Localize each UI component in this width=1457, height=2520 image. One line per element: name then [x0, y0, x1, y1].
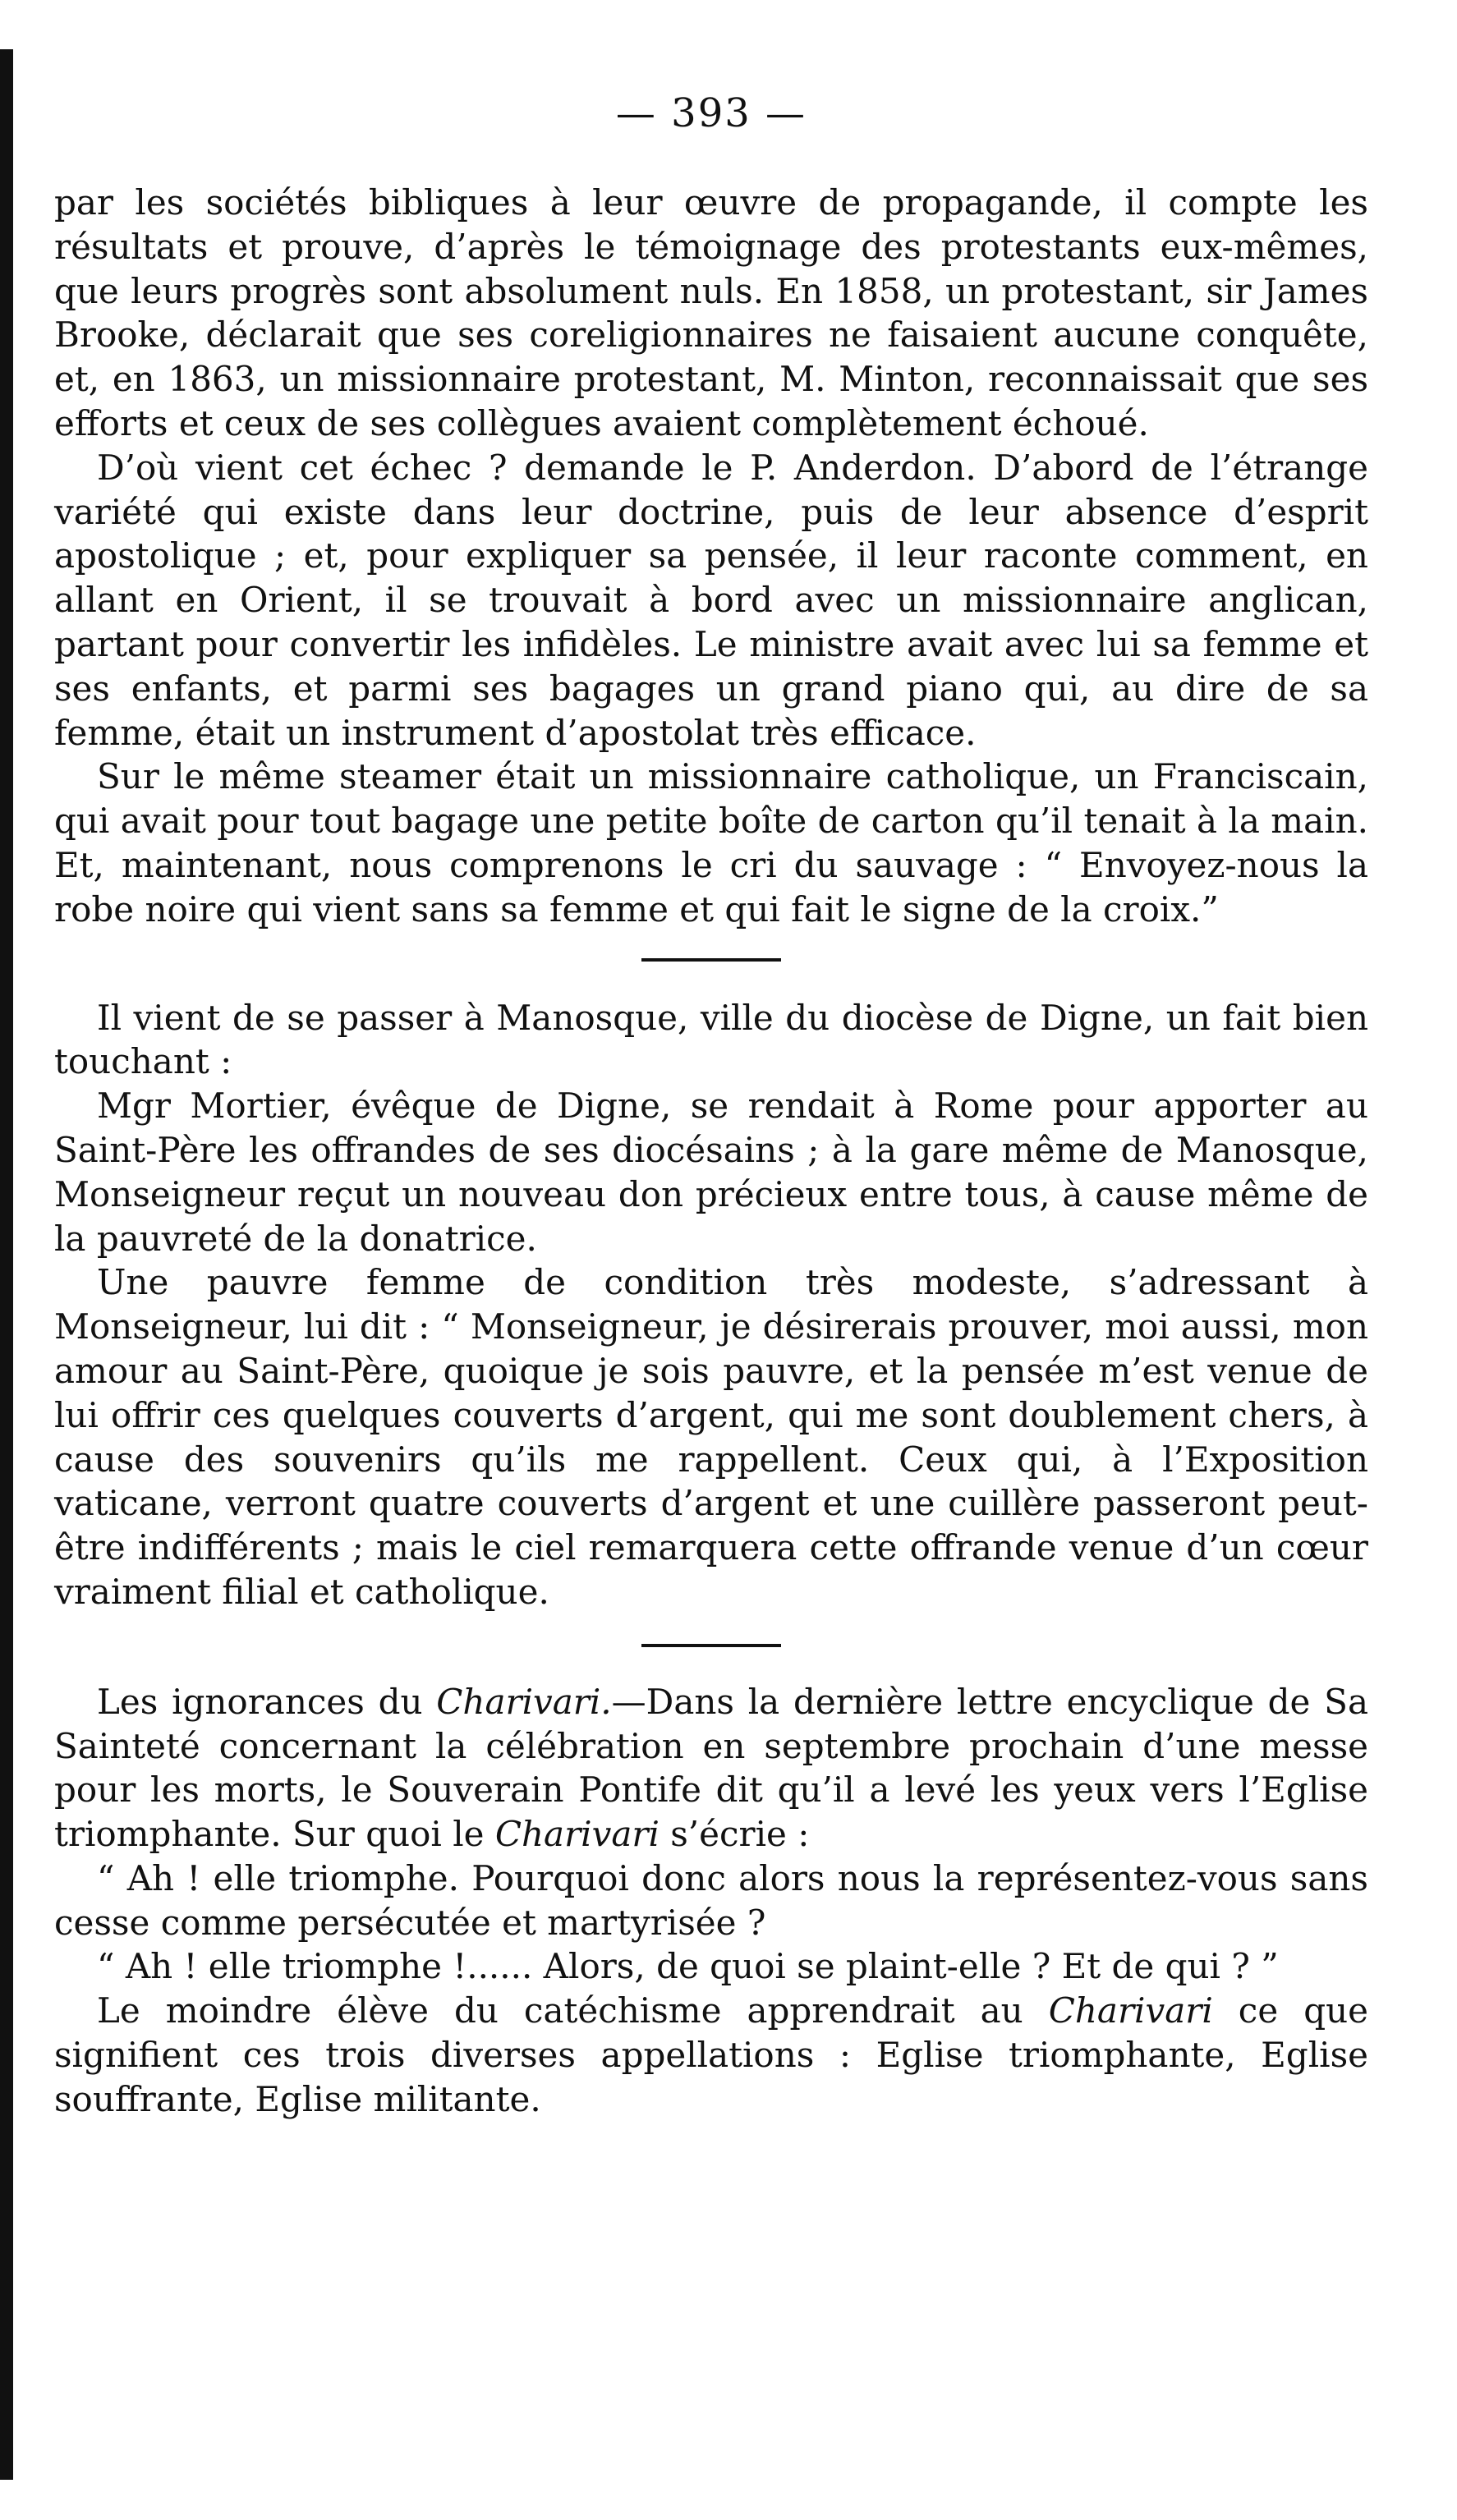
- page-number: — 393 —: [615, 90, 807, 136]
- page-edge-shadow: [0, 49, 13, 2480]
- section-divider: [641, 1644, 781, 1647]
- paragraph: D’où vient cet échec ? demande le P. Anderdon. D’abord de l’étrange variété qui existe dans leur doctrine, puis de leur absence d’esprit apostolique ; et, pour expliquer sa pensée, il leur raconte comment, en allant en Orient, il se trouvait à bord avec un missionnaire anglican, partant pour convertir les infidèles. Le ministre avait avec lui sa femme et ses enfants, et parmi ses bagages un grand piano qui, au dire de sa femme, était un instrument d’apostolat très efficace.: [54, 447, 1368, 753]
- closing-paragraph: [54, 1989, 1368, 2121]
- lead-text: —Dans la dernière lettre encyclique de Sa Sainteté concernant la célébration en septembre prochain d’une messe pour les morts, le Souverain Pontife dit qu’il a levé les yeux vers l’Eglise triomphante. Sur quoi le: [54, 1681, 1368, 1855]
- paragraph: Il vient de se passer à Manosque, ville du diocèse de Digne, un fait bien touchant :: [54, 997, 1368, 1082]
- closing-text: ce que signifient ces trois diverses appellations : Eglise triomphante, Eglise souffrante, Eglise militante.: [54, 1990, 1368, 2119]
- paragraph: Une pauvre femme de condition très modeste, s’adressant à Monseigneur, lui dit : “ Monseigneur, je désirerais prouver, moi aussi, mon amour au Saint-Père, quoique je sois pauvre, et la pensée m’est venue de lui offrir ces quelques couverts d’argent, qui me sont doublement chers, à cause des souvenirs qu’ils me rappellent. Ceux qui, à l’Exposition vaticane, verront quatre couverts d’argent et une cuillère passeront peut-être indifférents ; mais le ciel remarquera cette offrande venue d’un cœur vraiment filial et catholique.: [54, 1262, 1368, 1612]
- section-divider: [641, 958, 781, 962]
- paragraph: Mgr Mortier, évêque de Digne, se rendait à Rome pour apporter au Saint-Père les offrandes de ses diocésains ; à la gare même de Manosque, Monseigneur reçut un nouveau don précieux entre tous, à cause même de la pauvreté de la donatrice.: [54, 1086, 1368, 1259]
- newspaper-title: Charivari: [1048, 1990, 1213, 2031]
- newspaper-title: Charivari: [494, 1814, 660, 1855]
- book-page: [54, 89, 1368, 2122]
- paragraph: par les sociétés bibliques à leur œuvre de propagande, il compte les résultats et prouve, d’après le témoignage des protestants eux-mêmes, que leurs progrès sont absolument nuls. En 1858, un protestant, sir James Brooke, déclarait que ses coreligionnaires ne faisaient aucune conquête, et, en 1863, un missionnaire protestant, M. Minton, reconnaissait que ses efforts et ceux de ses collègues avaient complètement échoué.: [54, 182, 1368, 443]
- quote-paragraph: “ Ah ! elle triomphe !...... Alors, de quoi se plaint-elle ? Et de qui ? ”: [97, 1946, 1279, 1987]
- closing-text: Le moindre élève du catéchisme apprendrait au: [97, 1990, 1049, 2031]
- lead-text: Les ignorances du: [97, 1681, 437, 1722]
- quote-paragraph: “ Ah ! elle triomphe. Pourquoi donc alors nous la représentez-vous sans cesse comme persécutée et martyrisée ?: [54, 1857, 1368, 1943]
- newspaper-title: Charivari.: [436, 1681, 612, 1722]
- lead-text: s’écrie :: [659, 1814, 810, 1855]
- charivari-lead-paragraph: [54, 1680, 1368, 1857]
- paragraph: Sur le même steamer était un missionnaire catholique, un Franciscain, qui avait pour tout bagage une petite boîte de carton qu’il tenait à la main. Et, maintenant, nous comprenons le cri du sauvage : “ Envoyez-nous la robe noire qui vient sans sa femme et qui fait le signe de la croix.”: [54, 756, 1368, 930]
